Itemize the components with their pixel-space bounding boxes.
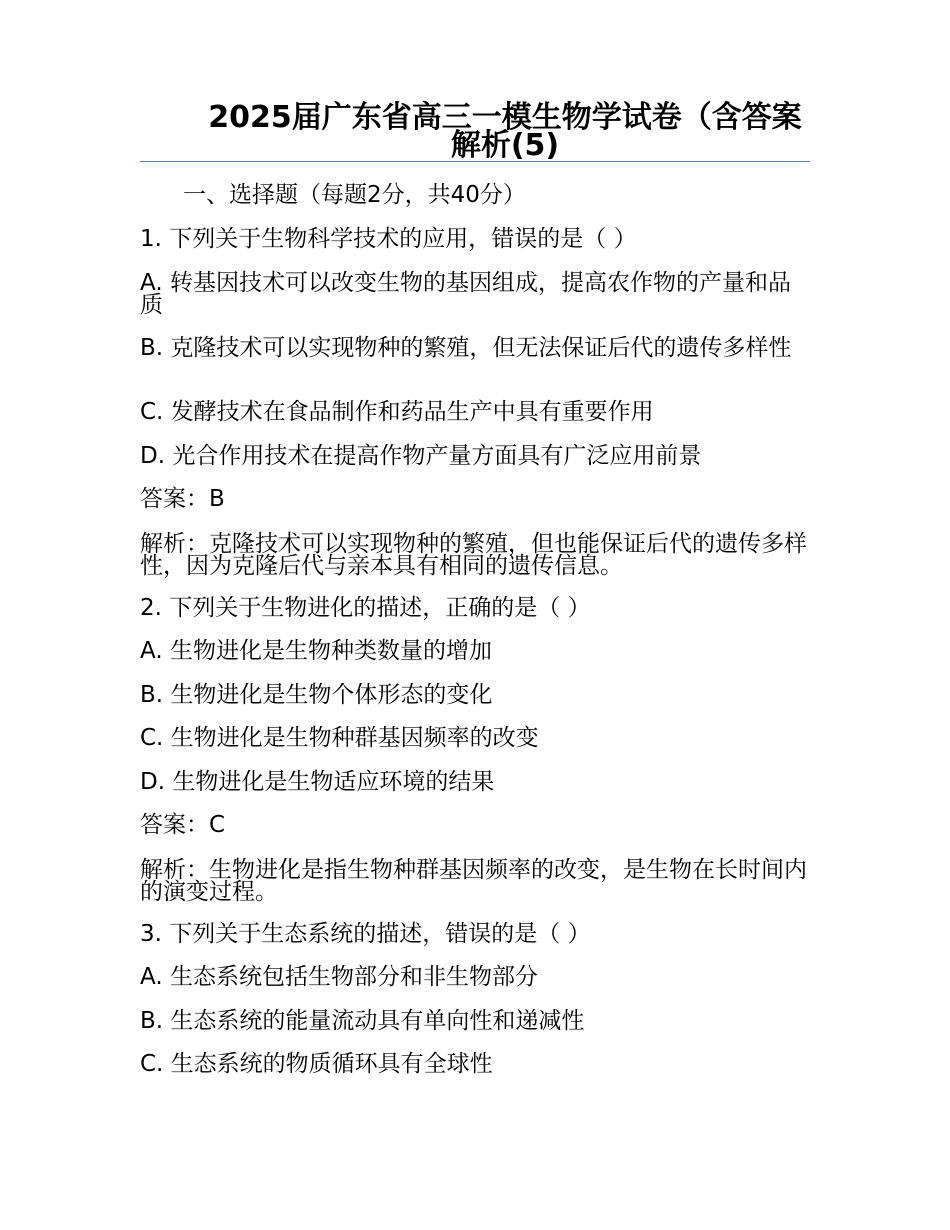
- document-title: 2025届广东省高三一模生物学试卷（含答案解析(5): [208, 100, 802, 163]
- question-1-option-a: A. 转基因技术可以改变生物的基因组成，提高农作物的产量和品质: [140, 270, 791, 318]
- question-2-option-c: C. 生物进化是生物种群基因频率的改变: [140, 725, 539, 751]
- title-divider: [140, 161, 810, 162]
- question-1-option-d: D. 光合作用技术在提高作物产量方面具有广泛应用前景: [140, 442, 702, 469]
- section-heading: 一、选择题（每题2分，共40分）: [183, 182, 526, 208]
- question-3-option-c: C. 生态系统的物质循环具有全球性: [140, 1051, 493, 1077]
- question-1-explanation: 解析：克隆技术可以实现物种的繁殖，但也能保证后代的遗传多样性，因为克隆后代与亲本具有相同的遗传信息。: [140, 530, 807, 579]
- question-2-option-b: B. 生物进化是生物个体形态的变化: [140, 681, 493, 708]
- question-2-answer: 答案：C: [140, 812, 226, 838]
- question-1-option-b: B. 克隆技术可以实现物种的繁殖，但无法保证后代的遗传多样性: [140, 335, 792, 361]
- question-2-stem: 2. 下列关于生物进化的描述，正确的是（ ）: [140, 594, 591, 621]
- question-3-stem: 3. 下列关于生态系统的描述，错误的是（ ）: [140, 920, 591, 947]
- question-2-option-d: D. 生物进化是生物适应环境的结果: [140, 768, 495, 795]
- question-1-answer: 答案：B: [140, 486, 225, 512]
- document-body: [140, 179, 810, 1092]
- question-1-option-c: C. 发酵技术在食品制作和药品生产中具有重要作用: [140, 399, 654, 425]
- question-2-option-a: A. 生物进化是生物种类数量的增加: [140, 638, 492, 664]
- question-2-explanation: 解析：生物进化是指生物种群基因频率的改变，是生物在长时间内的演变过程。: [140, 856, 807, 905]
- question-1-stem: 1. 下列关于生物科学技术的应用，错误的是（ ）: [140, 225, 637, 252]
- question-3-option-b: B. 生态系统的能量流动具有单向性和递减性: [140, 1007, 585, 1034]
- question-3-option-a: A. 生态系统包括生物部分和非生物部分: [140, 964, 538, 990]
